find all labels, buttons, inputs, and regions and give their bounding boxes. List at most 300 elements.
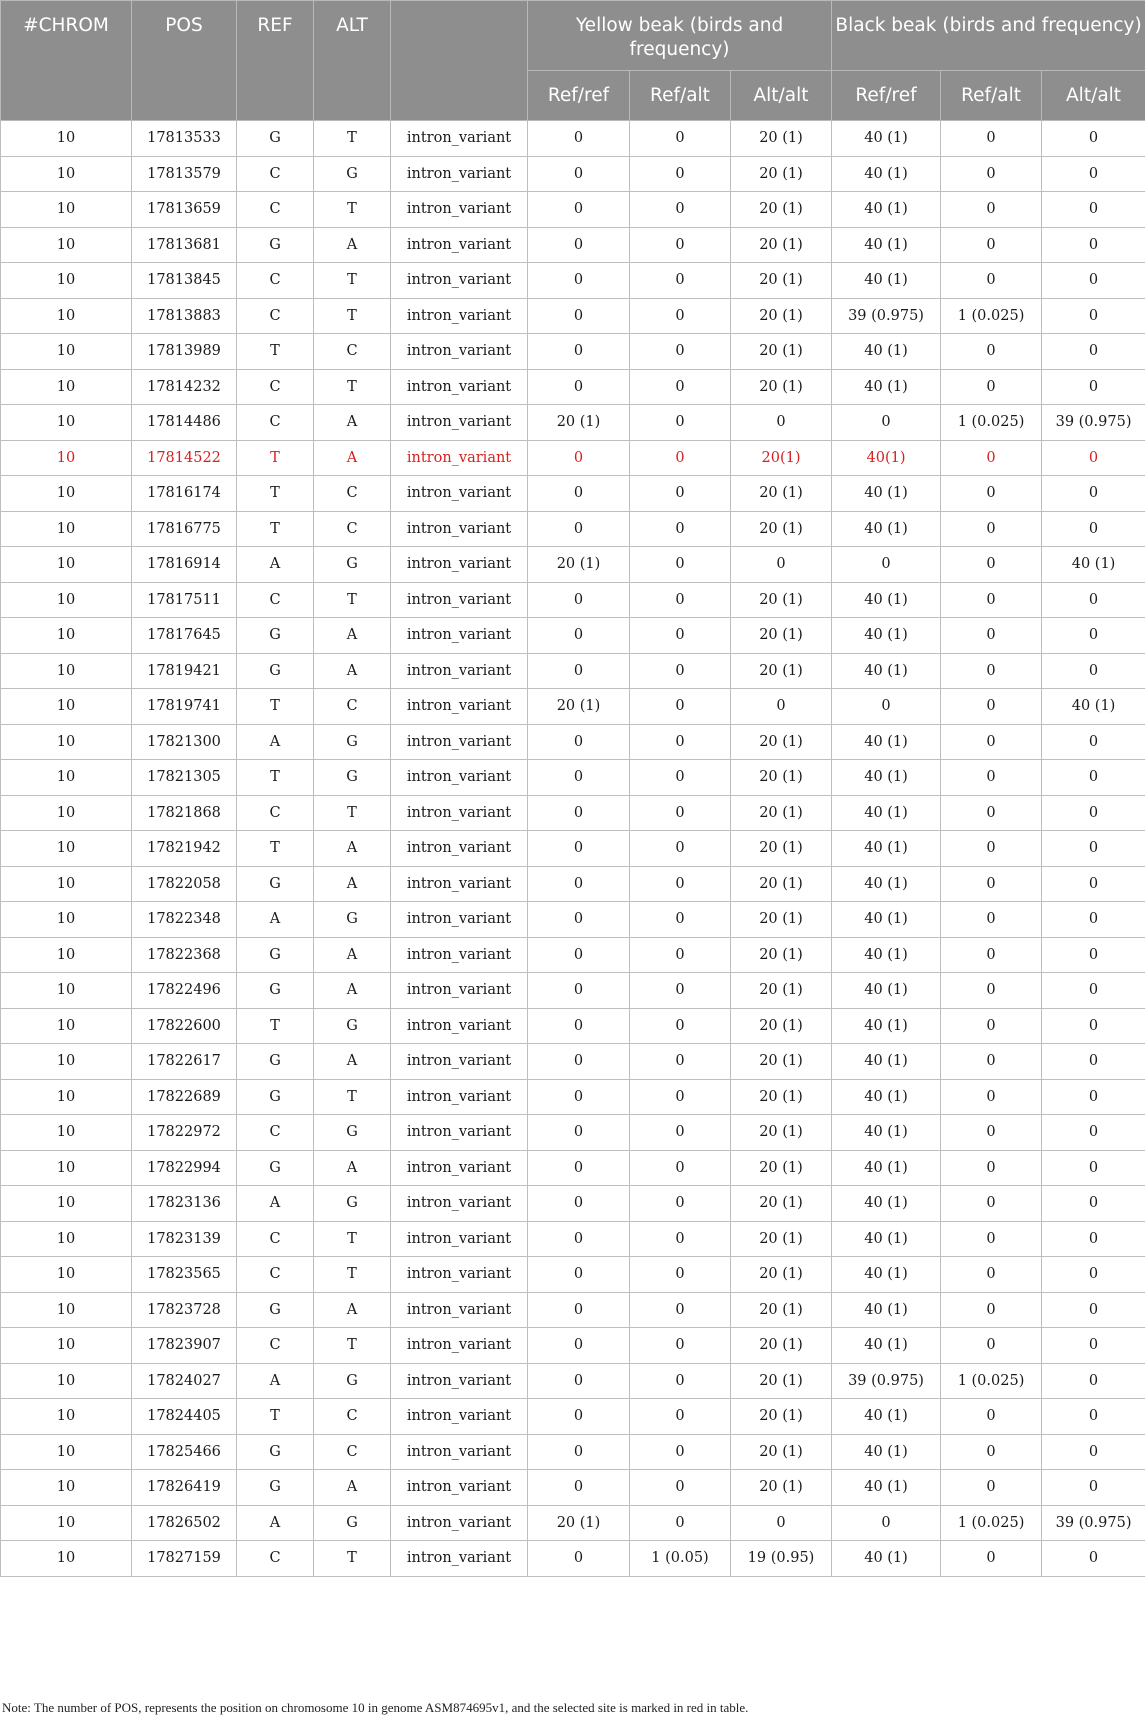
cell-ref: C bbox=[237, 1541, 314, 1577]
cell-ref: G bbox=[237, 866, 314, 902]
cell-pos: 17822348 bbox=[132, 902, 237, 938]
cell-yellow-refalt: 0 bbox=[630, 476, 731, 512]
cell-yellow-refref: 0 bbox=[528, 334, 630, 370]
cell-alt: A bbox=[314, 973, 391, 1009]
table-row bbox=[1, 1186, 1145, 1222]
cell-yellow-refalt: 0 bbox=[630, 1363, 731, 1399]
cell-black-altalt: 0 bbox=[1042, 1363, 1145, 1399]
cell-ref: G bbox=[237, 1434, 314, 1470]
cell-chrom: 10 bbox=[1, 156, 132, 192]
cell-black-refalt: 0 bbox=[941, 1186, 1042, 1222]
cell-black-altalt: 0 bbox=[1042, 760, 1145, 796]
cell-pos: 17825466 bbox=[132, 1434, 237, 1470]
table-row bbox=[1, 1363, 1145, 1399]
cell-annotation: intron_variant bbox=[391, 1363, 528, 1399]
cell-yellow-altalt: 20 (1) bbox=[731, 1399, 832, 1435]
cell-pos: 17819741 bbox=[132, 689, 237, 725]
cell-chrom: 10 bbox=[1, 937, 132, 973]
cell-yellow-refref: 0 bbox=[528, 831, 630, 867]
cell-yellow-refref: 0 bbox=[528, 1328, 630, 1364]
cell-alt: C bbox=[314, 511, 391, 547]
cell-yellow-refref: 0 bbox=[528, 1044, 630, 1080]
cell-black-altalt: 0 bbox=[1042, 298, 1145, 334]
cell-black-refalt: 0 bbox=[941, 1008, 1042, 1044]
cell-chrom: 10 bbox=[1, 1292, 132, 1328]
cell-yellow-altalt: 19 (0.95) bbox=[731, 1541, 832, 1577]
cell-pos: 17822689 bbox=[132, 1079, 237, 1115]
cell-ref: T bbox=[237, 760, 314, 796]
cell-yellow-altalt: 20 (1) bbox=[731, 156, 832, 192]
cell-yellow-refalt: 0 bbox=[630, 689, 731, 725]
cell-black-altalt: 0 bbox=[1042, 724, 1145, 760]
cell-yellow-refalt: 0 bbox=[630, 1399, 731, 1435]
cell-yellow-refalt: 0 bbox=[630, 902, 731, 938]
cell-chrom: 10 bbox=[1, 1505, 132, 1541]
cell-annotation: intron_variant bbox=[391, 547, 528, 583]
cell-black-refalt: 0 bbox=[941, 724, 1042, 760]
cell-black-altalt: 0 bbox=[1042, 1079, 1145, 1115]
table-row bbox=[1, 263, 1145, 299]
cell-alt: A bbox=[314, 831, 391, 867]
cell-pos: 17819421 bbox=[132, 653, 237, 689]
cell-black-altalt: 0 bbox=[1042, 440, 1145, 476]
cell-yellow-refref: 0 bbox=[528, 724, 630, 760]
cell-pos: 17821305 bbox=[132, 760, 237, 796]
cell-alt: G bbox=[314, 724, 391, 760]
cell-black-refref: 40 (1) bbox=[832, 618, 941, 654]
cell-black-altalt: 0 bbox=[1042, 1115, 1145, 1151]
cell-yellow-altalt: 20 (1) bbox=[731, 902, 832, 938]
cell-pos: 17821868 bbox=[132, 795, 237, 831]
cell-alt: A bbox=[314, 1150, 391, 1186]
cell-black-altalt: 0 bbox=[1042, 1434, 1145, 1470]
cell-yellow-refref: 0 bbox=[528, 973, 630, 1009]
cell-yellow-refalt: 1 (0.05) bbox=[630, 1541, 731, 1577]
cell-ref: C bbox=[237, 582, 314, 618]
cell-yellow-altalt: 20 (1) bbox=[731, 1292, 832, 1328]
cell-annotation: intron_variant bbox=[391, 1399, 528, 1435]
cell-black-refalt: 0 bbox=[941, 1470, 1042, 1506]
cell-alt: C bbox=[314, 334, 391, 370]
cell-black-refref: 40 (1) bbox=[832, 192, 941, 228]
cell-chrom: 10 bbox=[1, 1328, 132, 1364]
header-yellow-beak-group: Yellow beak (birds and frequency) bbox=[528, 1, 832, 71]
cell-yellow-refref: 0 bbox=[528, 1150, 630, 1186]
cell-chrom: 10 bbox=[1, 192, 132, 228]
cell-black-refref: 40 (1) bbox=[832, 1115, 941, 1151]
cell-pos: 17822994 bbox=[132, 1150, 237, 1186]
cell-ref: C bbox=[237, 1328, 314, 1364]
cell-ref: C bbox=[237, 405, 314, 441]
cell-yellow-refref: 20 (1) bbox=[528, 689, 630, 725]
cell-black-altalt: 0 bbox=[1042, 795, 1145, 831]
cell-ref: C bbox=[237, 156, 314, 192]
cell-alt: A bbox=[314, 653, 391, 689]
cell-black-refref: 40 (1) bbox=[832, 724, 941, 760]
cell-yellow-altalt: 20 (1) bbox=[731, 121, 832, 157]
cell-black-refref: 40 (1) bbox=[832, 1221, 941, 1257]
cell-yellow-altalt: 20 (1) bbox=[731, 582, 832, 618]
cell-yellow-altalt: 20 (1) bbox=[731, 1328, 832, 1364]
cell-ref: C bbox=[237, 298, 314, 334]
cell-annotation: intron_variant bbox=[391, 1292, 528, 1328]
cell-yellow-refalt: 0 bbox=[630, 1292, 731, 1328]
cell-black-altalt: 0 bbox=[1042, 476, 1145, 512]
cell-black-altalt: 0 bbox=[1042, 511, 1145, 547]
cell-annotation: intron_variant bbox=[391, 1505, 528, 1541]
cell-alt: C bbox=[314, 476, 391, 512]
cell-alt: T bbox=[314, 369, 391, 405]
cell-yellow-refalt: 0 bbox=[630, 1186, 731, 1222]
cell-ref: A bbox=[237, 1186, 314, 1222]
cell-alt: A bbox=[314, 866, 391, 902]
cell-yellow-altalt: 20 (1) bbox=[731, 227, 832, 263]
cell-ref: A bbox=[237, 902, 314, 938]
table-row bbox=[1, 582, 1145, 618]
cell-black-refref: 40 (1) bbox=[832, 902, 941, 938]
cell-yellow-altalt: 20 (1) bbox=[731, 1470, 832, 1506]
cell-yellow-refalt: 0 bbox=[630, 156, 731, 192]
cell-ref: C bbox=[237, 369, 314, 405]
cell-annotation: intron_variant bbox=[391, 1257, 528, 1293]
cell-yellow-altalt: 20 (1) bbox=[731, 476, 832, 512]
cell-pos: 17813659 bbox=[132, 192, 237, 228]
cell-alt: G bbox=[314, 156, 391, 192]
cell-pos: 17823728 bbox=[132, 1292, 237, 1328]
cell-black-refalt: 0 bbox=[941, 1434, 1042, 1470]
cell-yellow-refref: 0 bbox=[528, 227, 630, 263]
table-row bbox=[1, 937, 1145, 973]
cell-yellow-altalt: 20 (1) bbox=[731, 298, 832, 334]
cell-black-refalt: 0 bbox=[941, 1044, 1042, 1080]
cell-black-refref: 40 (1) bbox=[832, 1399, 941, 1435]
cell-yellow-refalt: 0 bbox=[630, 369, 731, 405]
cell-annotation: intron_variant bbox=[391, 866, 528, 902]
cell-chrom: 10 bbox=[1, 440, 132, 476]
cell-black-refalt: 0 bbox=[941, 369, 1042, 405]
cell-black-refalt: 0 bbox=[941, 1257, 1042, 1293]
cell-annotation: intron_variant bbox=[391, 1221, 528, 1257]
cell-chrom: 10 bbox=[1, 1186, 132, 1222]
cell-black-altalt: 0 bbox=[1042, 831, 1145, 867]
cell-ref: T bbox=[237, 689, 314, 725]
cell-black-altalt: 0 bbox=[1042, 1150, 1145, 1186]
cell-yellow-refref: 0 bbox=[528, 263, 630, 299]
cell-yellow-altalt: 20 (1) bbox=[731, 1044, 832, 1080]
cell-ref: T bbox=[237, 831, 314, 867]
cell-yellow-refalt: 0 bbox=[630, 121, 731, 157]
cell-ref: G bbox=[237, 1044, 314, 1080]
cell-pos: 17823565 bbox=[132, 1257, 237, 1293]
cell-ref: A bbox=[237, 547, 314, 583]
cell-yellow-altalt: 20 (1) bbox=[731, 795, 832, 831]
cell-yellow-refalt: 0 bbox=[630, 1150, 731, 1186]
cell-black-refalt: 0 bbox=[941, 795, 1042, 831]
cell-black-altalt: 0 bbox=[1042, 121, 1145, 157]
cell-chrom: 10 bbox=[1, 689, 132, 725]
table-row bbox=[1, 902, 1145, 938]
cell-yellow-refref: 0 bbox=[528, 866, 630, 902]
cell-black-refalt: 0 bbox=[941, 121, 1042, 157]
cell-annotation: intron_variant bbox=[391, 689, 528, 725]
cell-yellow-refref: 0 bbox=[528, 1363, 630, 1399]
cell-annotation: intron_variant bbox=[391, 937, 528, 973]
cell-pos: 17822600 bbox=[132, 1008, 237, 1044]
cell-black-refref: 39 (0.975) bbox=[832, 298, 941, 334]
cell-black-refalt: 0 bbox=[941, 831, 1042, 867]
cell-yellow-refref: 0 bbox=[528, 1292, 630, 1328]
header-annotation bbox=[391, 1, 528, 121]
cell-yellow-altalt: 20 (1) bbox=[731, 973, 832, 1009]
cell-black-refref: 40 (1) bbox=[832, 1186, 941, 1222]
cell-annotation: intron_variant bbox=[391, 1186, 528, 1222]
cell-black-refalt: 0 bbox=[941, 511, 1042, 547]
table-row bbox=[1, 476, 1145, 512]
cell-black-refalt: 0 bbox=[941, 582, 1042, 618]
cell-annotation: intron_variant bbox=[391, 795, 528, 831]
cell-alt: A bbox=[314, 1470, 391, 1506]
cell-yellow-refalt: 0 bbox=[630, 227, 731, 263]
cell-black-refalt: 0 bbox=[941, 1328, 1042, 1364]
cell-black-refalt: 0 bbox=[941, 653, 1042, 689]
cell-chrom: 10 bbox=[1, 1115, 132, 1151]
table-row bbox=[1, 334, 1145, 370]
cell-yellow-refref: 0 bbox=[528, 1434, 630, 1470]
cell-chrom: 10 bbox=[1, 582, 132, 618]
cell-chrom: 10 bbox=[1, 1470, 132, 1506]
cell-yellow-altalt: 20 (1) bbox=[731, 618, 832, 654]
header-black-altalt: Alt/alt bbox=[1042, 71, 1145, 121]
cell-annotation: intron_variant bbox=[391, 973, 528, 1009]
cell-yellow-refref: 0 bbox=[528, 1008, 630, 1044]
cell-alt: T bbox=[314, 795, 391, 831]
cell-alt: T bbox=[314, 263, 391, 299]
table-row bbox=[1, 1505, 1145, 1541]
header-yellow-refalt: Ref/alt bbox=[630, 71, 731, 121]
cell-black-refref: 40 (1) bbox=[832, 1328, 941, 1364]
cell-yellow-refref: 0 bbox=[528, 1079, 630, 1115]
cell-alt: C bbox=[314, 1434, 391, 1470]
cell-black-altalt: 40 (1) bbox=[1042, 689, 1145, 725]
cell-black-refref: 40 (1) bbox=[832, 1434, 941, 1470]
cell-yellow-refref: 0 bbox=[528, 760, 630, 796]
cell-yellow-refref: 0 bbox=[528, 511, 630, 547]
cell-yellow-refalt: 0 bbox=[630, 440, 731, 476]
cell-black-altalt: 40 (1) bbox=[1042, 547, 1145, 583]
cell-alt: G bbox=[314, 1505, 391, 1541]
cell-yellow-refref: 0 bbox=[528, 1470, 630, 1506]
cell-yellow-refalt: 0 bbox=[630, 547, 731, 583]
cell-yellow-altalt: 20(1) bbox=[731, 440, 832, 476]
table-row bbox=[1, 369, 1145, 405]
cell-black-refalt: 0 bbox=[941, 1541, 1042, 1577]
cell-black-altalt: 0 bbox=[1042, 582, 1145, 618]
cell-yellow-altalt: 20 (1) bbox=[731, 369, 832, 405]
cell-yellow-refalt: 0 bbox=[630, 1008, 731, 1044]
cell-pos: 17823139 bbox=[132, 1221, 237, 1257]
cell-black-refref: 40 (1) bbox=[832, 1292, 941, 1328]
cell-chrom: 10 bbox=[1, 724, 132, 760]
cell-black-altalt: 0 bbox=[1042, 1399, 1145, 1435]
cell-black-refalt: 0 bbox=[941, 547, 1042, 583]
cell-chrom: 10 bbox=[1, 1363, 132, 1399]
cell-alt: G bbox=[314, 1115, 391, 1151]
cell-alt: C bbox=[314, 1399, 391, 1435]
cell-black-refalt: 0 bbox=[941, 1292, 1042, 1328]
cell-yellow-altalt: 0 bbox=[731, 405, 832, 441]
cell-yellow-refalt: 0 bbox=[630, 298, 731, 334]
cell-black-refalt: 0 bbox=[941, 1115, 1042, 1151]
cell-black-refref: 40 (1) bbox=[832, 582, 941, 618]
cell-alt: T bbox=[314, 298, 391, 334]
table-row bbox=[1, 1541, 1145, 1577]
cell-alt: A bbox=[314, 405, 391, 441]
cell-ref: G bbox=[237, 1079, 314, 1115]
cell-chrom: 10 bbox=[1, 795, 132, 831]
cell-yellow-refalt: 0 bbox=[630, 653, 731, 689]
header-chrom: #CHROM bbox=[1, 1, 132, 121]
cell-black-altalt: 0 bbox=[1042, 1257, 1145, 1293]
cell-annotation: intron_variant bbox=[391, 760, 528, 796]
table-row bbox=[1, 547, 1145, 583]
header-yellow-refref: Ref/ref bbox=[528, 71, 630, 121]
cell-annotation: intron_variant bbox=[391, 298, 528, 334]
cell-alt: G bbox=[314, 547, 391, 583]
cell-black-altalt: 0 bbox=[1042, 1221, 1145, 1257]
table-row bbox=[1, 689, 1145, 725]
cell-yellow-altalt: 20 (1) bbox=[731, 1079, 832, 1115]
cell-ref: C bbox=[237, 1257, 314, 1293]
cell-black-altalt: 0 bbox=[1042, 866, 1145, 902]
cell-annotation: intron_variant bbox=[391, 1541, 528, 1577]
cell-chrom: 10 bbox=[1, 831, 132, 867]
cell-black-refalt: 1 (0.025) bbox=[941, 405, 1042, 441]
cell-pos: 17821942 bbox=[132, 831, 237, 867]
cell-alt: A bbox=[314, 618, 391, 654]
cell-pos: 17822617 bbox=[132, 1044, 237, 1080]
cell-black-refref: 40 (1) bbox=[832, 227, 941, 263]
cell-ref: G bbox=[237, 1150, 314, 1186]
table-header bbox=[1, 1, 1145, 121]
cell-yellow-refref: 0 bbox=[528, 582, 630, 618]
cell-yellow-refref: 0 bbox=[528, 795, 630, 831]
cell-yellow-refalt: 0 bbox=[630, 831, 731, 867]
cell-black-refalt: 0 bbox=[941, 689, 1042, 725]
cell-black-refalt: 0 bbox=[941, 192, 1042, 228]
cell-yellow-refalt: 0 bbox=[630, 1470, 731, 1506]
cell-chrom: 10 bbox=[1, 121, 132, 157]
cell-yellow-refalt: 0 bbox=[630, 511, 731, 547]
table-row bbox=[1, 1434, 1145, 1470]
cell-annotation: intron_variant bbox=[391, 192, 528, 228]
cell-yellow-refalt: 0 bbox=[630, 1328, 731, 1364]
cell-black-refref: 40(1) bbox=[832, 440, 941, 476]
cell-black-refref: 40 (1) bbox=[832, 121, 941, 157]
cell-black-refalt: 0 bbox=[941, 902, 1042, 938]
cell-yellow-altalt: 20 (1) bbox=[731, 511, 832, 547]
cell-alt: A bbox=[314, 227, 391, 263]
cell-annotation: intron_variant bbox=[391, 334, 528, 370]
cell-chrom: 10 bbox=[1, 1257, 132, 1293]
cell-ref: T bbox=[237, 440, 314, 476]
cell-black-refref: 40 (1) bbox=[832, 476, 941, 512]
cell-pos: 17821300 bbox=[132, 724, 237, 760]
cell-yellow-refalt: 0 bbox=[630, 937, 731, 973]
cell-black-refalt: 0 bbox=[941, 973, 1042, 1009]
cell-alt: C bbox=[314, 689, 391, 725]
cell-yellow-refref: 20 (1) bbox=[528, 547, 630, 583]
cell-black-altalt: 0 bbox=[1042, 902, 1145, 938]
table-row bbox=[1, 192, 1145, 228]
cell-yellow-altalt: 20 (1) bbox=[731, 1363, 832, 1399]
cell-annotation: intron_variant bbox=[391, 653, 528, 689]
cell-pos: 17826419 bbox=[132, 1470, 237, 1506]
cell-pos: 17813989 bbox=[132, 334, 237, 370]
cell-alt: A bbox=[314, 1044, 391, 1080]
cell-yellow-refref: 0 bbox=[528, 1399, 630, 1435]
cell-yellow-refalt: 0 bbox=[630, 973, 731, 1009]
cell-annotation: intron_variant bbox=[391, 1434, 528, 1470]
cell-alt: G bbox=[314, 1363, 391, 1399]
cell-alt: A bbox=[314, 1292, 391, 1328]
cell-annotation: intron_variant bbox=[391, 724, 528, 760]
cell-yellow-refref: 0 bbox=[528, 298, 630, 334]
cell-black-altalt: 0 bbox=[1042, 1470, 1145, 1506]
cell-alt: T bbox=[314, 1221, 391, 1257]
table-row bbox=[1, 1257, 1145, 1293]
cell-yellow-refalt: 0 bbox=[630, 1044, 731, 1080]
cell-ref: C bbox=[237, 192, 314, 228]
cell-black-refalt: 0 bbox=[941, 618, 1042, 654]
cell-yellow-refalt: 0 bbox=[630, 1257, 731, 1293]
cell-black-altalt: 0 bbox=[1042, 1186, 1145, 1222]
cell-pos: 17822058 bbox=[132, 866, 237, 902]
cell-ref: G bbox=[237, 653, 314, 689]
cell-black-refalt: 0 bbox=[941, 760, 1042, 796]
cell-annotation: intron_variant bbox=[391, 1150, 528, 1186]
cell-ref: G bbox=[237, 618, 314, 654]
cell-black-refalt: 0 bbox=[941, 937, 1042, 973]
cell-yellow-altalt: 20 (1) bbox=[731, 866, 832, 902]
table-row bbox=[1, 227, 1145, 263]
cell-ref: C bbox=[237, 263, 314, 299]
cell-black-refref: 0 bbox=[832, 689, 941, 725]
cell-alt: G bbox=[314, 902, 391, 938]
cell-pos: 17813533 bbox=[132, 121, 237, 157]
cell-chrom: 10 bbox=[1, 334, 132, 370]
cell-yellow-altalt: 0 bbox=[731, 547, 832, 583]
table-row bbox=[1, 1221, 1145, 1257]
cell-yellow-altalt: 20 (1) bbox=[731, 1257, 832, 1293]
cell-yellow-altalt: 20 (1) bbox=[731, 192, 832, 228]
table-row bbox=[1, 121, 1145, 157]
cell-yellow-refref: 0 bbox=[528, 902, 630, 938]
cell-chrom: 10 bbox=[1, 1541, 132, 1577]
cell-ref: T bbox=[237, 334, 314, 370]
cell-yellow-refalt: 0 bbox=[630, 405, 731, 441]
cell-annotation: intron_variant bbox=[391, 476, 528, 512]
cell-yellow-refalt: 0 bbox=[630, 1115, 731, 1151]
cell-yellow-refref: 0 bbox=[528, 440, 630, 476]
table-row bbox=[1, 1470, 1145, 1506]
cell-yellow-refalt: 0 bbox=[630, 618, 731, 654]
table-row bbox=[1, 511, 1145, 547]
table-row bbox=[1, 1008, 1145, 1044]
cell-chrom: 10 bbox=[1, 618, 132, 654]
cell-ref: G bbox=[237, 1292, 314, 1328]
cell-annotation: intron_variant bbox=[391, 1470, 528, 1506]
cell-yellow-refalt: 0 bbox=[630, 263, 731, 299]
